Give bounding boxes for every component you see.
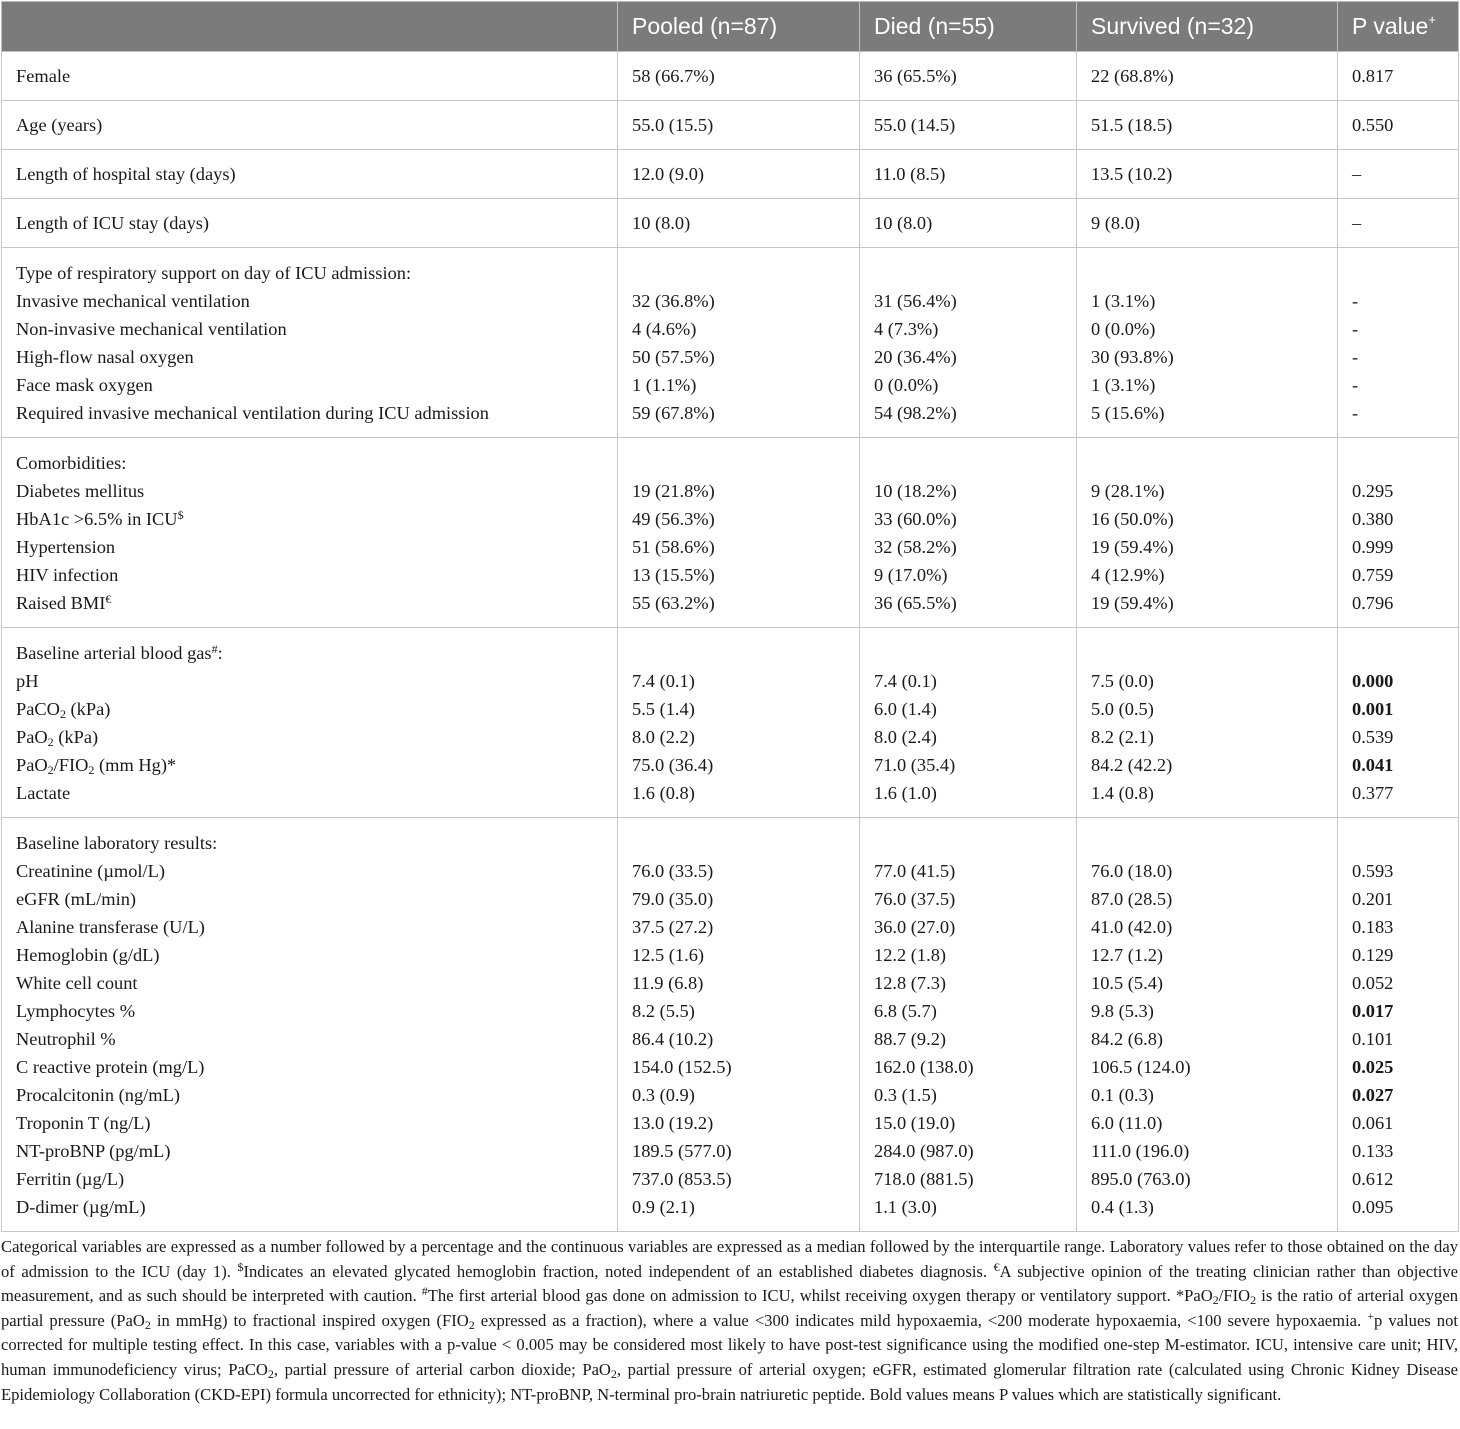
lab-pooled-cell: 12.5 (1.6) [632,945,705,965]
p-paco2: 0.001 [1352,699,1394,719]
lab-p-cell: 0.201 [1352,889,1394,909]
lab-survived-cell: 9.8 (5.3) [1091,1001,1154,1021]
lab-survived-cell: 87.0 (28.5) [1091,889,1173,909]
lab-died-cell: 88.7 (9.2) [874,1029,947,1049]
row-los-icu [2,199,1459,248]
resp-survived [1077,248,1338,438]
lab-pooled-cell: 0.9 (2.1) [632,1197,695,1217]
comorb-heading: Comorbidities: [16,453,127,473]
pooled-htn: 51 (58.6%) [632,537,715,557]
header-row [2,2,1459,52]
label-los-icu: Length of ICU stay (days) [2,199,618,248]
lab-p-cell: 0.061 [1352,1113,1394,1133]
label-req-imv: Required invasive mechanical ventilation during ICU admission [16,403,489,423]
lab-label-cell: White cell count [16,973,138,993]
lab-label-cell: C reactive protein (mg/L) [16,1057,205,1077]
pooled-req-imv: 59 (67.8%) [632,403,715,423]
lab-label-cell: Procalcitonin (ng/mL) [16,1085,180,1105]
resp-pooled [618,248,860,438]
lab-died-cell: 718.0 (881.5) [874,1169,974,1189]
label-htn: Hypertension [16,537,116,557]
survived-los-icu: 9 (8.0) [1077,199,1338,248]
lab-pooled-cell: 11.9 (6.8) [632,973,704,993]
abg-survived [1077,628,1338,818]
lab-survived [1077,818,1338,1232]
group-respiratory-support [2,248,1459,438]
pooled-los-icu: 10 (8.0) [618,199,860,248]
lab-label-cell: D-dimer (µg/mL) [16,1197,146,1217]
label-hba1c: HbA1c >6.5% in ICU$ [16,508,184,529]
lab-died-cell: 12.2 (1.8) [874,945,947,965]
comorb-died [860,438,1077,628]
resp-died [860,248,1077,438]
lab-p-cell: 0.027 [1352,1085,1394,1105]
abg-labels [2,628,618,818]
p-female: 0.817 [1338,52,1459,101]
survived-hfno: 30 (93.8%) [1091,347,1174,367]
header-pvalue: P value+ [1338,2,1459,52]
survived-nimv: 0 (0.0%) [1091,319,1156,339]
survived-req-imv: 5 (15.6%) [1091,403,1165,423]
header-survived: Survived (n=32) [1077,2,1338,52]
abg-died [860,628,1077,818]
lab-died-cell: 162.0 (138.0) [874,1057,974,1077]
lab-survived-cell: 111.0 (196.0) [1091,1141,1190,1161]
lab-label-cell: Hemoglobin (g/dL) [16,945,160,965]
lab-pooled-cell: 37.5 (27.2) [632,917,714,937]
survived-paco2: 5.0 (0.5) [1091,699,1154,719]
lab-label-cell: Lymphocytes % [16,1001,136,1021]
lab-p-cell: 0.101 [1352,1029,1394,1049]
group-blood-gas [2,628,1459,818]
pooled-nimv: 4 (4.6%) [632,319,697,339]
lab-pooled-cell: 154.0 (152.5) [632,1057,732,1077]
lab-pooled-cell: 189.5 (577.0) [632,1141,732,1161]
characteristics-table [1,1,1459,1232]
pooled-pf-ratio: 75.0 (36.4) [632,755,714,775]
survived-female: 22 (68.8%) [1077,52,1338,101]
died-lactate: 1.6 (1.0) [874,783,937,803]
p-los-icu: – [1338,199,1459,248]
header-died: Died (n=55) [860,2,1077,52]
lab-label-cell: Neutrophil % [16,1029,116,1049]
pooled-pao2: 8.0 (2.2) [632,727,695,747]
lab-pooled-cell: 737.0 (853.5) [632,1169,732,1189]
died-hba1c: 33 (60.0%) [874,509,957,529]
pooled-hiv: 13 (15.5%) [632,565,715,585]
p-ph: 0.000 [1352,671,1394,691]
lab-survived-cell: 12.7 (1.2) [1091,945,1164,965]
lab-died [860,818,1077,1232]
lab-p-cell: 0.183 [1352,917,1394,937]
p-los-hospital: – [1338,150,1459,199]
survived-pf-ratio: 84.2 (42.2) [1091,755,1173,775]
lab-died-cell: 6.8 (5.7) [874,1001,937,1021]
comorb-survived [1077,438,1338,628]
survived-los-hospital: 13.5 (10.2) [1077,150,1338,199]
p-nimv: - [1352,319,1359,339]
lab-died-cell: 76.0 (37.5) [874,889,956,909]
p-req-imv: - [1352,403,1359,423]
lab-survived-cell: 106.5 (124.0) [1091,1057,1191,1077]
p-fmo: - [1352,375,1359,395]
lab-p [1338,818,1459,1232]
survived-htn: 19 (59.4%) [1091,537,1174,557]
resp-heading: Type of respiratory support on day of ICU admission: [16,263,412,283]
lab-p-cell: 0.095 [1352,1197,1394,1217]
p-lactate: 0.377 [1352,783,1394,803]
p-bmi: 0.796 [1352,593,1394,613]
abg-pooled [618,628,860,818]
lab-died-cell: 77.0 (41.5) [874,861,956,881]
died-age: 55.0 (14.5) [860,101,1077,150]
pooled-los-hospital: 12.0 (9.0) [618,150,860,199]
lab-pooled-cell: 0.3 (0.9) [632,1085,695,1105]
label-pao2: PaO$_2$ (kPa) [16,727,99,749]
survived-fmo: 1 (3.1%) [1091,375,1156,395]
row-female [2,52,1459,101]
comorb-p [1338,438,1459,628]
p-imv: - [1352,291,1359,311]
died-ph: 7.4 (0.1) [874,671,937,691]
resp-labels [2,248,618,438]
pooled-fmo: 1 (1.1%) [632,375,697,395]
lab-pooled-cell: 86.4 (10.2) [632,1029,714,1049]
died-fmo: 0 (0.0%) [874,375,939,395]
label-hiv: HIV infection [16,565,119,585]
pooled-imv: 32 (36.8%) [632,291,715,311]
survived-pao2: 8.2 (2.1) [1091,727,1154,747]
lab-survived-cell: 76.0 (18.0) [1091,861,1173,881]
p-dm: 0.295 [1352,481,1394,501]
survived-imv: 1 (3.1%) [1091,291,1156,311]
lab-survived-cell: 84.2 (6.8) [1091,1029,1164,1049]
group-laboratory [2,818,1459,1232]
lab-p-cell: 0.052 [1352,973,1394,993]
label-dm: Diabetes mellitus [16,481,145,501]
comorb-labels [2,438,618,628]
lab-label-cell: Alanine transferase (U/L) [16,917,205,937]
died-bmi: 36 (65.5%) [874,593,957,613]
pooled-female: 58 (66.7%) [618,52,860,101]
lab-p-cell: 0.017 [1352,1001,1394,1021]
abg-p [1338,628,1459,818]
label-age: Age (years) [2,101,618,150]
p-hfno: - [1352,347,1359,367]
label-lactate: Lactate [16,783,71,803]
survived-hiv: 4 (12.9%) [1091,565,1165,585]
died-nimv: 4 (7.3%) [874,319,939,339]
label-los-hospital: Length of hospital stay (days) [2,150,618,199]
lab-label-cell: Creatinine (µmol/L) [16,861,165,881]
died-los-hospital: 11.0 (8.5) [860,150,1077,199]
lab-survived-cell: 41.0 (42.0) [1091,917,1173,937]
lab-survived-cell: 895.0 (763.0) [1091,1169,1191,1189]
lab-pooled-cell: 79.0 (35.0) [632,889,714,909]
survived-hba1c: 16 (50.0%) [1091,509,1174,529]
resp-p [1338,248,1459,438]
lab-p-cell: 0.129 [1352,945,1394,965]
lab-survived-cell: 0.4 (1.3) [1091,1197,1154,1217]
lab-survived-cell: 10.5 (5.4) [1091,973,1164,993]
p-hba1c: 0.380 [1352,509,1394,529]
comorb-pooled [618,438,860,628]
lab-pooled-cell: 13.0 (19.2) [632,1113,714,1133]
lab-survived-cell: 0.1 (0.3) [1091,1085,1154,1105]
survived-lactate: 1.4 (0.8) [1091,783,1154,803]
group-comorbidities [2,438,1459,628]
table-footnote: Categorical variables are expressed as a number followed by a percentage and the continuous variables are expressed as a median followed by the interquartile range. Laboratory values refer to those obtained on the day of admission to the ICU (day 1). $Indicates an elevated glycated hemoglobin fraction, noted independent of an established diabetes diagnosis. €A subjective opinion of the treating clinician rather than objective measurement, and as such should be interpreted with caution. #The first arterial blood gas done on admission to ICU, whilst receiving oxygen therapy or ventilatory support. $*PaO_2/FIO_2$ is the ratio of arterial oxygen partial pressure (PaO$_2$ in mmHg) to fractional inspired oxygen ($FIO_2$ expressed as a fraction), where a value <300 indicates mild hypoxaemia, <200 moderate hypoxaemia, <100 severe hypoxaemia. +p values not corrected for multiple testing effect. In this case, variables with a p-value < 0.005 may be considered most likely to have post-test significance using the modified one-step M-estimator. ICU, intensive care unit; HIV, human immunodeficiency virus; PaCO$_2$, partial pressure of arterial carbon dioxide; PaO$_2$, partial pressure of arterial oxygen; eGFR, estimated glomerular filtration rate (calculated using Chronic Kidney Disease Epidemiology Collaboration (CKD-EPI) formula uncorrected for ethnicity); NT-proBNP, N-terminal pro-brain natriuretic peptide. Bold values means P values which are statistically significant. [1,1237,1459,1404]
abg-heading: Baseline arterial blood gas#: [16,642,223,663]
lab-label-cell: Ferritin (µg/L) [16,1169,125,1189]
lab-p-cell: 0.593 [1352,861,1394,881]
lab-died-cell: 15.0 (19.0) [874,1113,956,1133]
died-los-icu: 10 (8.0) [860,199,1077,248]
died-req-imv: 54 (98.2%) [874,403,957,423]
label-hfno: High-flow nasal oxygen [16,347,194,367]
lab-died-cell: 12.8 (7.3) [874,973,947,993]
lab-labels [2,818,618,1232]
lab-died-cell: 36.0 (27.0) [874,917,956,937]
label-bmi: Raised BMI€ [16,592,112,613]
pooled-lactate: 1.6 (0.8) [632,783,695,803]
lab-p-cell: 0.612 [1352,1169,1394,1189]
died-female: 36 (65.5%) [860,52,1077,101]
p-pao2: 0.539 [1352,727,1394,747]
header-pooled: Pooled (n=87) [618,2,860,52]
pooled-bmi: 55 (63.2%) [632,593,715,613]
lab-label-cell: Troponin T (ng/L) [16,1113,151,1133]
died-imv: 31 (56.4%) [874,291,957,311]
row-los-hospital [2,150,1459,199]
label-pf-ratio: $PaO_2/FIO_2$ (mm Hg)* [16,755,177,777]
survived-ph: 7.5 (0.0) [1091,671,1154,691]
label-fmo: Face mask oxygen [16,375,153,395]
p-htn: 0.999 [1352,537,1394,557]
survived-age: 51.5 (18.5) [1077,101,1338,150]
died-hiv: 9 (17.0%) [874,565,948,585]
pooled-hba1c: 49 (56.3%) [632,509,715,529]
lab-label-cell: NT-proBNP (pg/mL) [16,1141,171,1161]
lab-died-cell: 284.0 (987.0) [874,1141,974,1161]
pooled-ph: 7.4 (0.1) [632,671,695,691]
lab-p-cell: 0.133 [1352,1141,1394,1161]
died-pao2: 8.0 (2.4) [874,727,937,747]
label-imv: Invasive mechanical ventilation [16,291,250,311]
lab-pooled [618,818,860,1232]
survived-bmi: 19 (59.4%) [1091,593,1174,613]
header-empty [2,2,618,52]
pooled-dm: 19 (21.8%) [632,481,715,501]
pooled-paco2: 5.5 (1.4) [632,699,695,719]
label-nimv: Non-invasive mechanical ventilation [16,319,287,339]
lab-died-cell: 1.1 (3.0) [874,1197,937,1217]
lab-label-cell: eGFR (mL/min) [16,889,137,909]
survived-dm: 9 (28.1%) [1091,481,1165,501]
lab-survived-cell: 6.0 (11.0) [1091,1113,1163,1133]
label-female: Female [2,52,618,101]
died-dm: 10 (18.2%) [874,481,957,501]
died-hfno: 20 (36.4%) [874,347,957,367]
p-age: 0.550 [1338,101,1459,150]
pooled-hfno: 50 (57.5%) [632,347,715,367]
died-paco2: 6.0 (1.4) [874,699,937,719]
lab-pooled-cell: 76.0 (33.5) [632,861,714,881]
died-htn: 32 (58.2%) [874,537,957,557]
label-ph: pH [16,671,39,691]
lab-pooled-cell: 8.2 (5.5) [632,1001,695,1021]
p-hiv: 0.759 [1352,565,1394,585]
label-paco2: PaCO$_2$ (kPa) [16,699,111,721]
p-pf-ratio: 0.041 [1352,755,1394,775]
lab-died-cell: 0.3 (1.5) [874,1085,937,1105]
pooled-age: 55.0 (15.5) [618,101,860,150]
died-pf-ratio: 71.0 (35.4) [874,755,956,775]
lab-p-cell: 0.025 [1352,1057,1394,1077]
row-age [2,101,1459,150]
lab-heading: Baseline laboratory results: [16,833,218,853]
